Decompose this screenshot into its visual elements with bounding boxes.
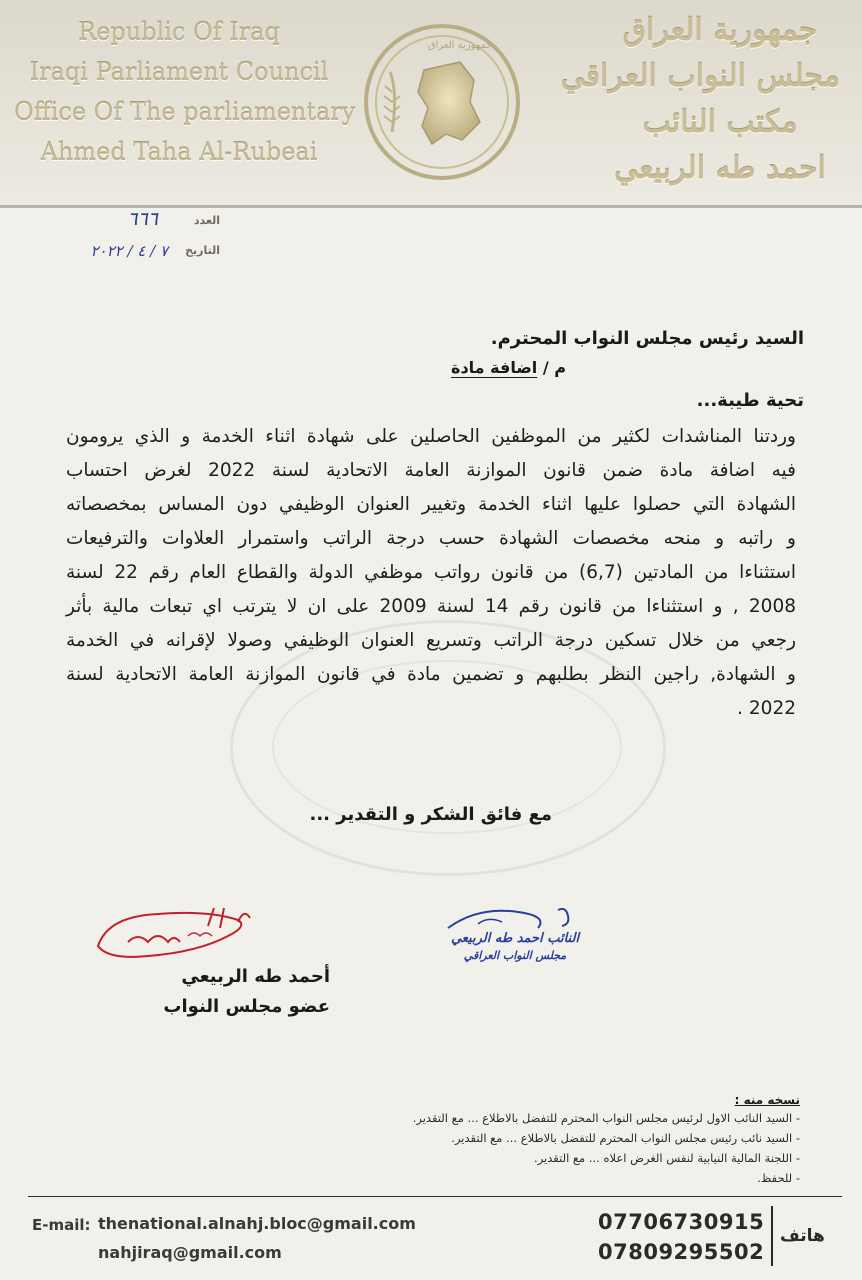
stamp-text-line: مجلس النواب العراقي [463, 949, 567, 962]
stamp-text [422, 930, 608, 964]
reference-date-label: التاريخ [185, 244, 220, 257]
copies-item: - اللجنة المالية النيابية لنفس الغرض اعلاه ... مع التقدير. [534, 1151, 800, 1165]
phone-number[interactable]: 07809295502 [598, 1240, 765, 1264]
signer-block [150, 962, 330, 1022]
letterhead-ar-line: مجلس النواب العراقي [560, 59, 840, 94]
subject-text: اضافة مادة [451, 358, 538, 377]
body-line: و الشهادة, راجين النظر بطلبهم و تضمين مادة في قانون الموازنة العامة الاتحادية لسنة [66, 664, 796, 685]
body-line: وردتنا المناشدات لكثير من الموظفين الحاصلين على شهادة اثناء الخدمة و الذي يرومون [66, 426, 796, 447]
signer-title: عضو مجلس النواب [163, 996, 330, 1017]
letterhead-ar-line: جمهورية العراق [622, 13, 818, 48]
letterhead-arabic [560, 8, 840, 192]
body-line: 2022 . [737, 698, 796, 719]
phone-label: هاتف [780, 1226, 825, 1246]
letter-addressee: السيد رئيس مجلس النواب المحترم. [490, 328, 804, 349]
footer-divider [28, 1196, 842, 1197]
body-line: رجعي من خلال تسكين درجة الراتب وتسريع العنوان الوظيفي وصولا لإقرانه في الخدمة [66, 630, 796, 651]
body-line: استثناءا من المادتين (6,7) من قانون رواتب موظفي الدولة والقطاع العام رقم 22 لسنة [66, 562, 796, 583]
letterhead-en-line: Iraqi Parliament Council [29, 58, 329, 86]
letterhead-ar-line: مكتب النائب [642, 105, 798, 140]
letterhead-english [14, 12, 356, 172]
email-label: E-mail: [32, 1216, 91, 1234]
letterhead-ar-line: احمد طه الربيعي [614, 151, 826, 186]
subject-prefix: م / [537, 358, 566, 377]
body-line: 2008 , و استثناءا من قانون رقم 14 لسنة 2009 على ان لا يترتب اي تبعات مالية بأثر [66, 596, 796, 617]
signer-name: أحمد طه الربيعي [181, 966, 330, 987]
letter-greeting: تحية طيبة... [696, 390, 804, 411]
phone-number[interactable]: 07706730915 [598, 1210, 765, 1234]
body-line: الشهادة التي حصلوا عليها اثناء الخدمة وتغيير العنوان الوظيفي دون المساس بمخصصاته [66, 494, 796, 515]
stamp-text-line: النائب احمد طه الربيعي [450, 931, 580, 946]
letterhead-en-line: Office Of The parliamentary [14, 98, 356, 126]
parliament-seal-icon [362, 22, 522, 182]
copies-item: - السيد النائب الاول لرئيس مجلس النواب المحترم للتفضل بالاطلاع ... مع التقدير. [412, 1111, 800, 1125]
body-line: و راتبه و منحه مخصصات الشهادة حسب درجة الراتب واستمرار العلاوات والترفيعات [66, 528, 796, 549]
reference-number-value: ٦٦٦ [127, 208, 158, 230]
email-address[interactable]: nahjiraq@gmail.com [98, 1243, 282, 1262]
body-line: فيه اضافة مادة ضمن قانون الموازنة العامة الاتحادية لسنة 2022 لغرض احتساب [66, 460, 796, 481]
reference-date-value: ٧ / ٤ / ٢٠٢٢ [90, 242, 168, 260]
copies-item: - السيد نائب رئيس مجلس النواب المحترم للتفضل بالاطلاع ... مع التقدير. [451, 1131, 800, 1145]
copies-block [280, 1092, 800, 1188]
letterhead-en-line: Ahmed Taha Al-Rubeai [40, 138, 318, 166]
email-address[interactable]: thenational.alnahj.bloc@gmail.com [98, 1214, 416, 1233]
copies-item: - للحفظ. [757, 1171, 800, 1185]
seal-text: جمهورية العراق [427, 40, 493, 51]
letterhead-en-line: Republic Of Iraq [78, 18, 280, 46]
phone-divider [771, 1206, 773, 1266]
reference-block [30, 208, 220, 268]
letter-body [66, 420, 796, 726]
reference-number-label: العدد [193, 214, 220, 227]
copies-title: نسخه منه : [734, 1093, 800, 1107]
letter-subject [451, 358, 566, 377]
letter-closing: مع فائق الشكر و التقدير ... [309, 804, 552, 825]
